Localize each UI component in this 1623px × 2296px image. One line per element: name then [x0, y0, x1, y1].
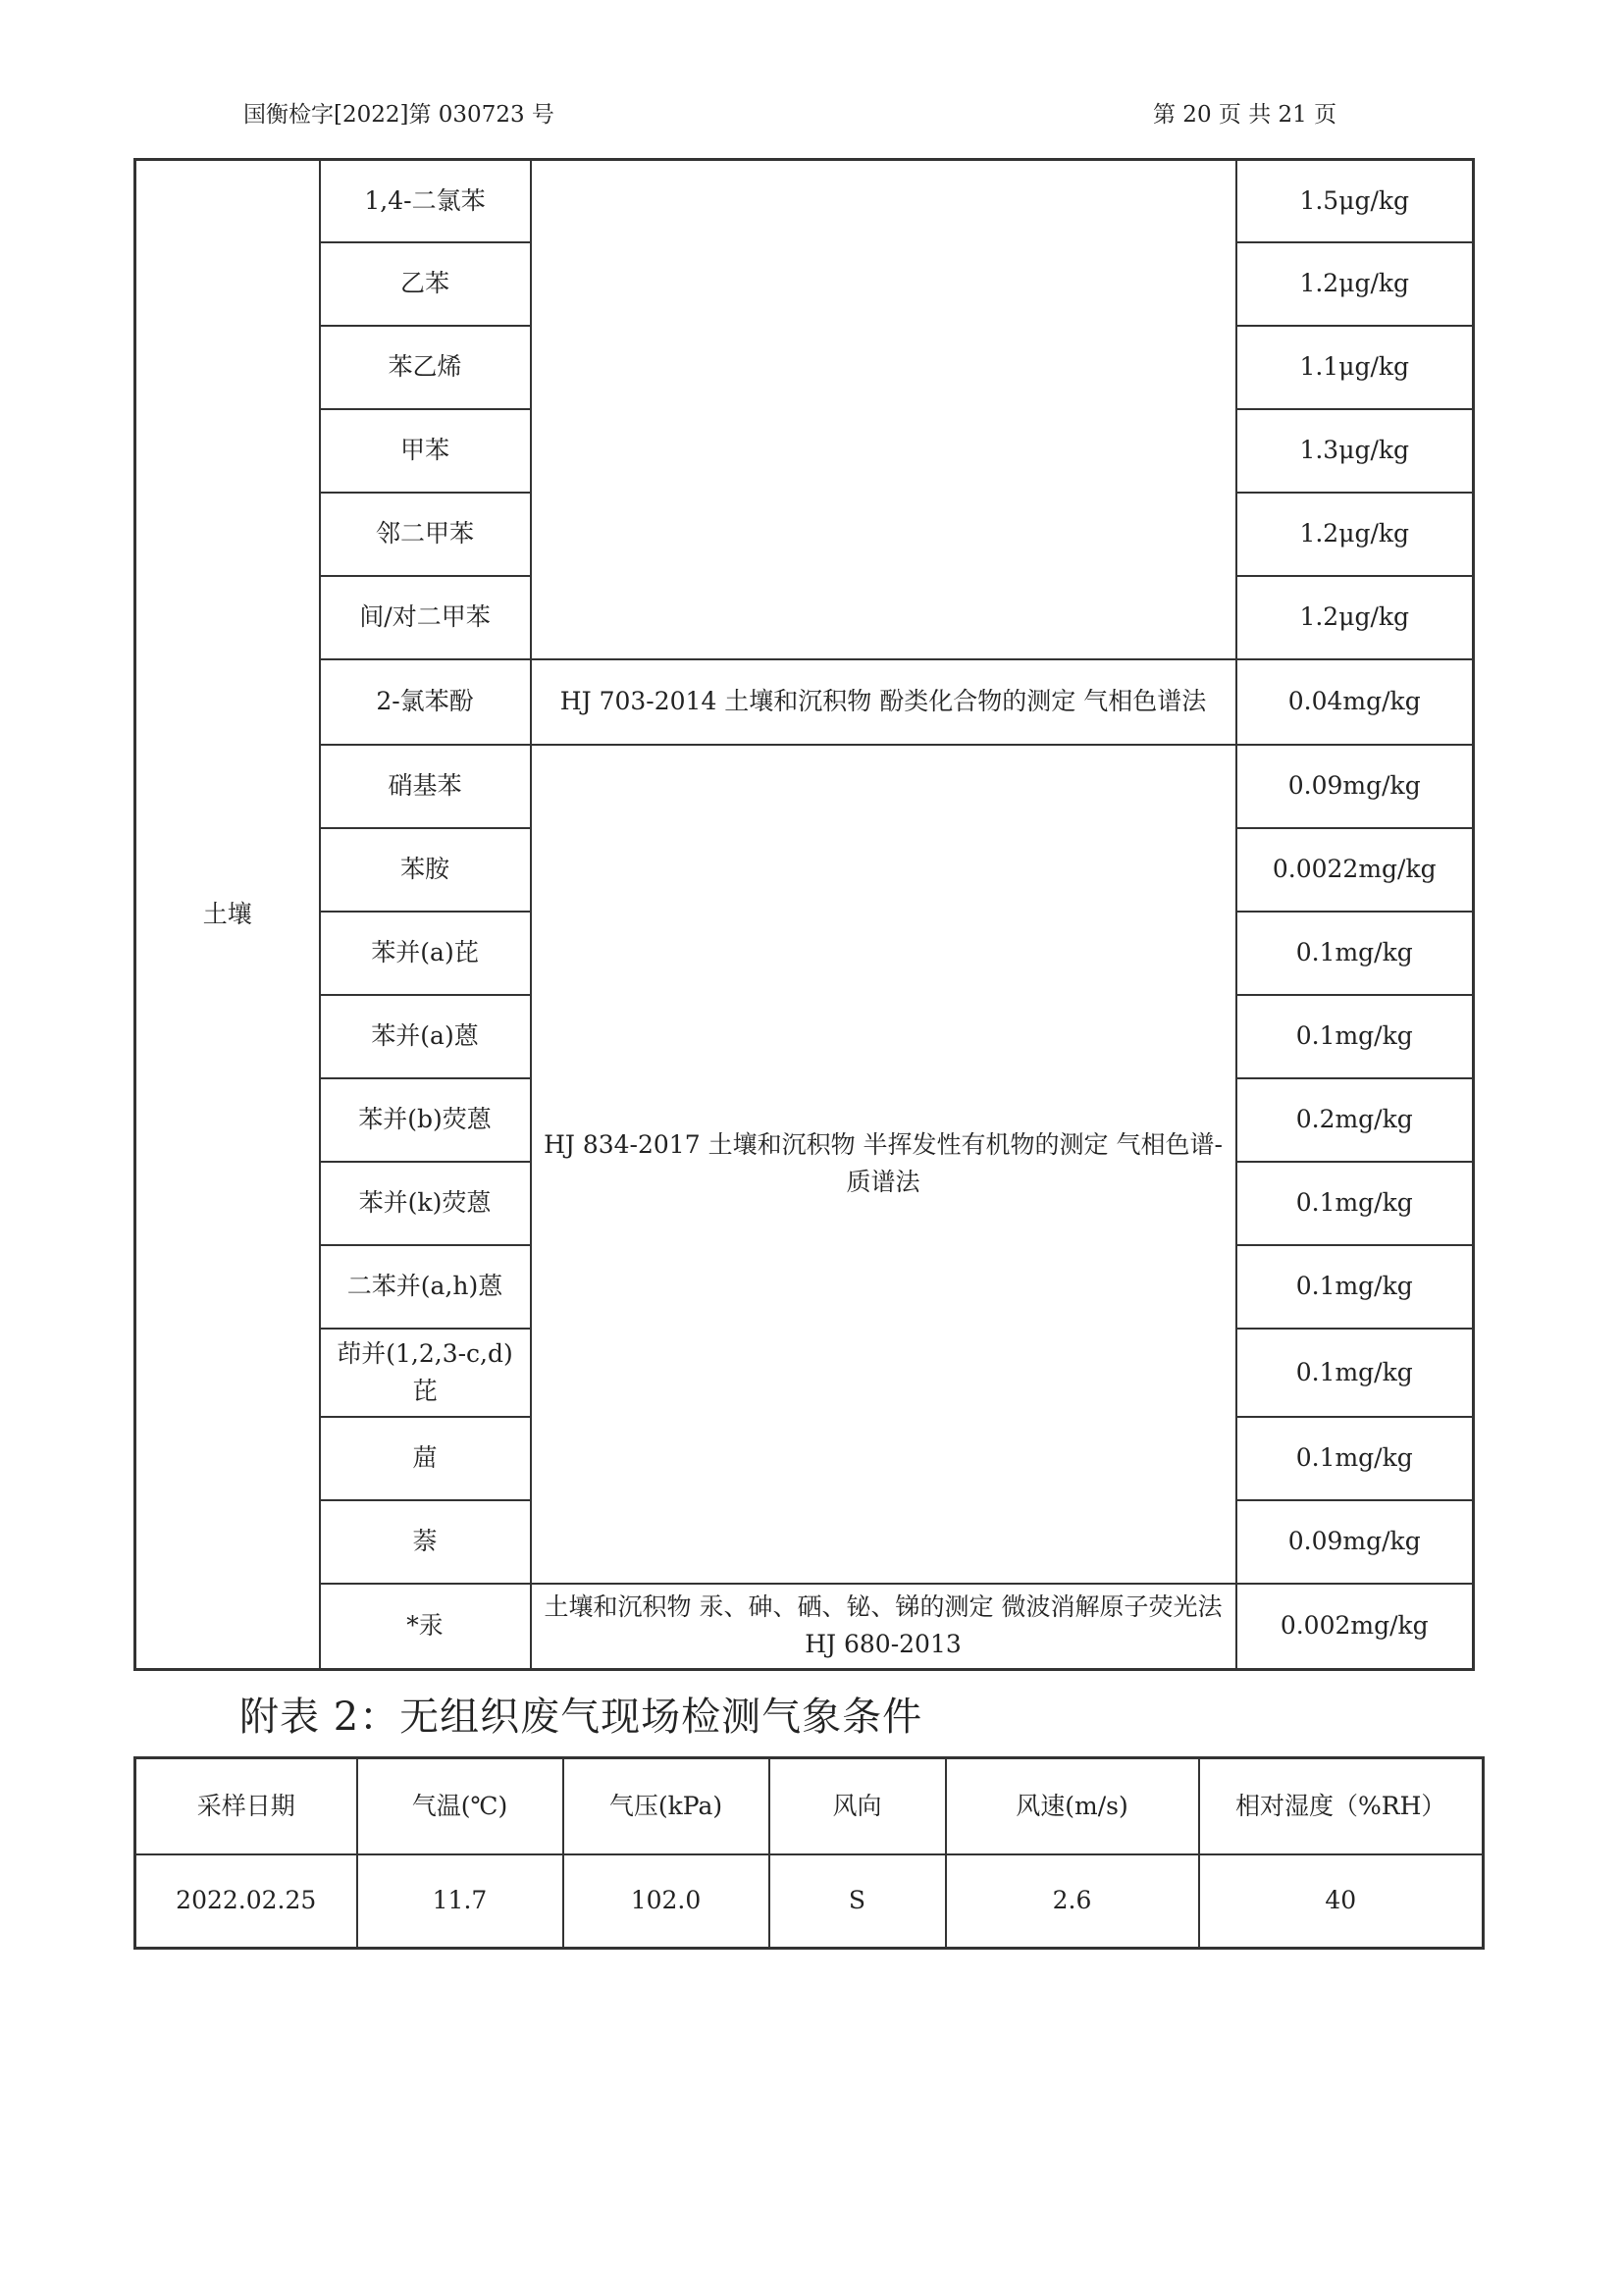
limit-cell: 1.2μg/kg — [1236, 242, 1474, 326]
limit-cell: 0.1mg/kg — [1236, 1245, 1474, 1329]
limit-cell: 1.2μg/kg — [1236, 493, 1474, 576]
value-cell: 102.0 — [563, 1854, 769, 1949]
item-cell: 硝基苯 — [320, 745, 531, 828]
item-cell: 乙苯 — [320, 242, 531, 326]
item-cell: 2-氯苯酚 — [320, 659, 531, 745]
item-cell: 间/对二甲苯 — [320, 576, 531, 659]
method-cell: HJ 834-2017 土壤和沉积物 半挥发性有机物的测定 气相色谱-质谱法 — [531, 745, 1236, 1584]
value-cell: 40 — [1199, 1854, 1484, 1949]
weather-header-row — [135, 1758, 1484, 1854]
header-cell: 气温(℃) — [357, 1758, 563, 1854]
table-row — [135, 745, 1474, 828]
limit-cell: 0.09mg/kg — [1236, 1500, 1474, 1584]
item-cell: 1,4-二氯苯 — [320, 160, 531, 242]
value-cell: 2022.02.25 — [135, 1854, 357, 1949]
header-cell: 采样日期 — [135, 1758, 357, 1854]
item-cell: 萘 — [320, 1500, 531, 1584]
limit-cell: 1.3μg/kg — [1236, 409, 1474, 493]
weather-value-row — [135, 1854, 1484, 1949]
detection-limit-table — [133, 158, 1475, 1671]
limit-cell: 1.2μg/kg — [1236, 576, 1474, 659]
limit-cell: 0.1mg/kg — [1236, 995, 1474, 1078]
limit-cell: 0.1mg/kg — [1236, 912, 1474, 995]
category-cell: 土壤 — [135, 160, 320, 1670]
appendix-table-2-caption: 附表 2：无组织废气现场检测气象条件 — [239, 1695, 923, 1740]
item-cell: 甲苯 — [320, 409, 531, 493]
method-cell: HJ 703-2014 土壤和沉积物 酚类化合物的测定 气相色谱法 — [531, 659, 1236, 745]
item-cell: 邻二甲苯 — [320, 493, 531, 576]
header-cell: 相对湿度（%RH） — [1199, 1758, 1484, 1854]
table-row — [135, 1584, 1474, 1670]
item-cell: 苯并(a)芘 — [320, 912, 531, 995]
table-row — [135, 659, 1474, 745]
item-cell: 苯并(k)荧蒽 — [320, 1162, 531, 1245]
item-cell: 二苯并(a,h)蒽 — [320, 1245, 531, 1329]
value-cell: S — [769, 1854, 946, 1949]
item-cell: 苯乙烯 — [320, 326, 531, 409]
limit-cell: 0.1mg/kg — [1236, 1417, 1474, 1500]
weather-conditions-table — [133, 1756, 1485, 1950]
limit-cell: 0.1mg/kg — [1236, 1162, 1474, 1245]
limit-cell: 1.1μg/kg — [1236, 326, 1474, 409]
item-cell: *汞 — [320, 1584, 531, 1670]
method-cell — [531, 160, 1236, 659]
header-cell: 风向 — [769, 1758, 946, 1854]
limit-cell: 1.5μg/kg — [1236, 160, 1474, 242]
limit-cell: 0.04mg/kg — [1236, 659, 1474, 745]
header-cell: 风速(m/s) — [946, 1758, 1199, 1854]
report-number: 国衡检字[2022]第 030723 号 — [243, 102, 554, 128]
method-cell: 土壤和沉积物 汞、砷、硒、铋、锑的测定 微波消解原子荧光法 HJ 680-2013 — [531, 1584, 1236, 1670]
limit-cell: 0.002mg/kg — [1236, 1584, 1474, 1670]
value-cell: 2.6 — [946, 1854, 1199, 1949]
value-cell: 11.7 — [357, 1854, 563, 1949]
header-cell: 气压(kPa) — [563, 1758, 769, 1854]
limit-cell: 0.0022mg/kg — [1236, 828, 1474, 912]
item-cell: 䓛 — [320, 1417, 531, 1500]
table-row — [135, 160, 1474, 242]
item-cell: 苯胺 — [320, 828, 531, 912]
limit-cell: 0.1mg/kg — [1236, 1329, 1474, 1417]
item-cell: 茚并(1,2,3-c,d)芘 — [320, 1329, 531, 1417]
item-cell: 苯并(a)蒽 — [320, 995, 531, 1078]
limit-cell: 0.09mg/kg — [1236, 745, 1474, 828]
limit-cell: 0.2mg/kg — [1236, 1078, 1474, 1162]
page-info: 第 20 页 共 21 页 — [1153, 102, 1337, 128]
item-cell: 苯并(b)荧蒽 — [320, 1078, 531, 1162]
